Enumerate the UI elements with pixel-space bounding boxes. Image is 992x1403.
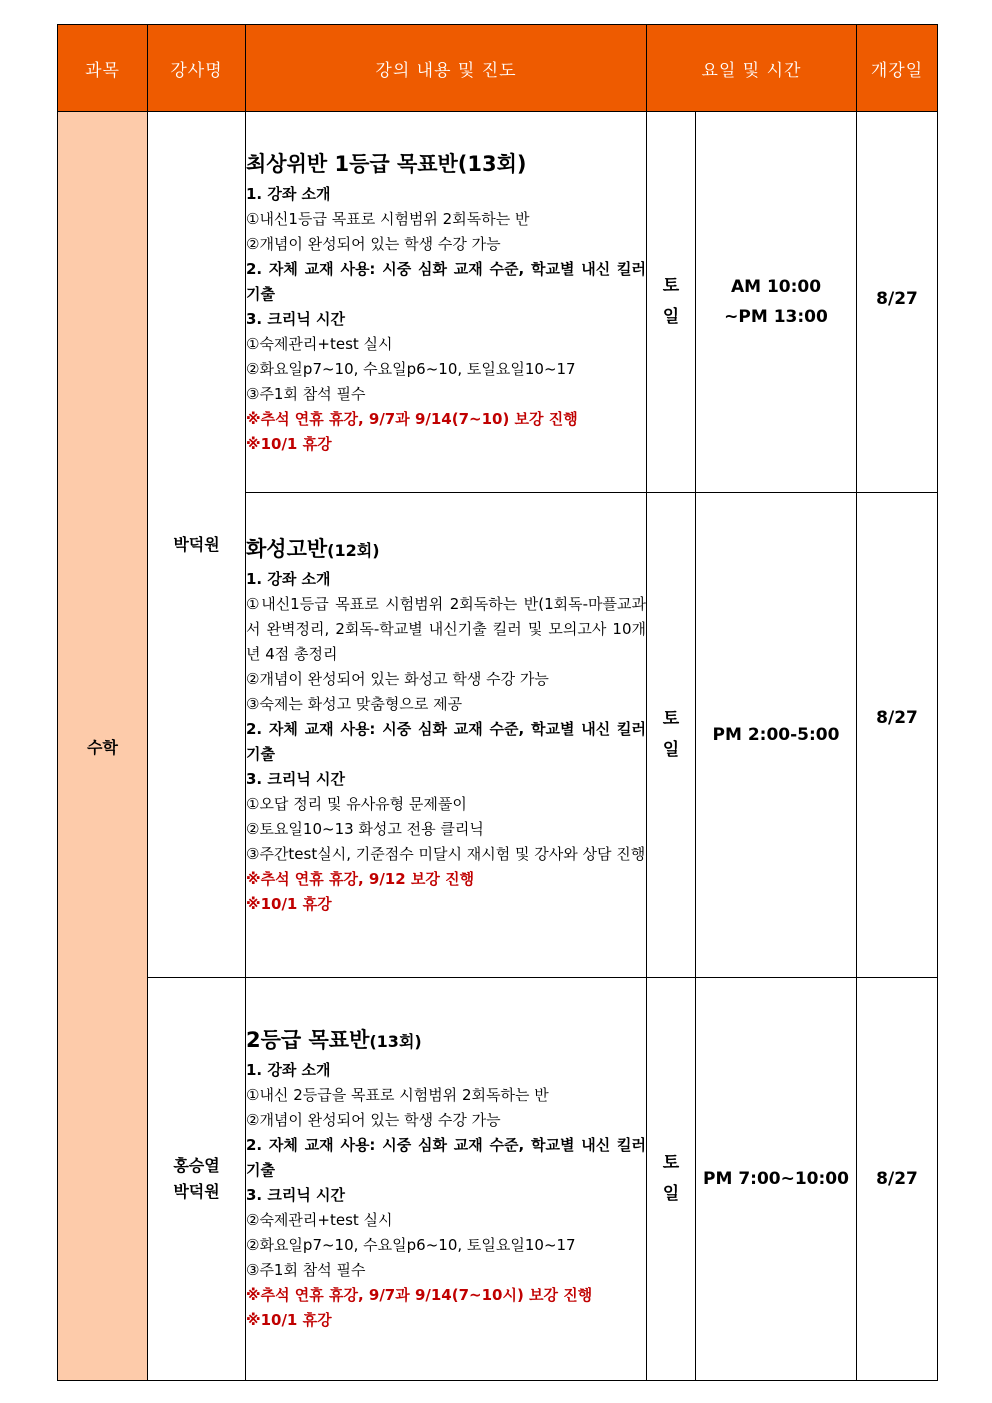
teacher-cell: 박덕원 <box>148 112 246 978</box>
header-teacher: 강사명 <box>148 25 246 112</box>
content-line: 3. 크리닉 시간 <box>246 1186 346 1204</box>
day-cell: 토 일 <box>647 112 696 493</box>
content-line: 1. 강좌 소개 <box>246 1061 331 1079</box>
note-line: ※추석 연휴 휴강, 9/7과 9/14(7~10) 보강 진행 <box>246 410 578 428</box>
header-start: 개강일 <box>857 25 938 112</box>
header-subject: 과목 <box>58 25 148 112</box>
content-line: ②개념이 완성되어 있는 학생 수강 가능 <box>246 235 501 253</box>
course-content <box>246 112 647 493</box>
time-cell: PM 7:00~10:00 <box>696 978 857 1381</box>
subject-cell: 수학 <box>58 112 148 1381</box>
content-line: ①내신1등급 목표로 시험범위 2회독하는 반(1회독-마플교과서 완벽정리, 2회독-학교별 내신기출 킬러 및 모의고사 10개년 4점 총정리 <box>246 595 646 663</box>
course-content <box>246 978 647 1381</box>
course-title: 최상위반 1등급 목표반(13회) <box>246 152 527 176</box>
start-date-cell: 8/27 <box>857 112 938 493</box>
start-date-cell: 8/27 <box>857 493 938 978</box>
header-row <box>58 25 938 112</box>
content-line: ③주1회 참석 필수 <box>246 1261 366 1279</box>
content-line: 1. 강좌 소개 <box>246 570 331 588</box>
time-cell: AM 10:00 ~PM 13:00 <box>696 112 857 493</box>
content-line: ①숙제관리+test 실시 <box>246 335 393 353</box>
note-line: ※추석 연휴 휴강, 9/7과 9/14(7~10시) 보강 진행 <box>246 1286 593 1304</box>
course-row <box>58 112 938 493</box>
header-content: 강의 내용 및 진도 <box>246 25 647 112</box>
content-line: 2. 자체 교재 사용: 시중 심화 교재 수준, 학교별 내신 킬러 기출 <box>246 260 646 303</box>
content-line: ③주간test실시, 기준점수 미달시 재시험 및 강사와 상담 진행 <box>246 845 646 863</box>
content-line: ③주1회 참석 필수 <box>246 385 366 403</box>
day-cell: 토 일 <box>647 978 696 1381</box>
content-line: ①내신1등급 목표로 시험범위 2회독하는 반 <box>246 210 530 228</box>
note-line: ※추석 연휴 휴강, 9/12 보강 진행 <box>246 870 475 888</box>
time-cell: PM 2:00-5:00 <box>696 493 857 978</box>
content-line: ②숙제관리+test 실시 <box>246 1211 393 1229</box>
content-line: 3. 크리닉 시간 <box>246 310 346 328</box>
note-line: ※10/1 휴강 <box>246 435 332 453</box>
content-line: 2. 자체 교재 사용: 시중 심화 교재 수준, 학교별 내신 킬러 기출 <box>246 1136 646 1179</box>
note-line: ※10/1 휴강 <box>246 1311 332 1329</box>
schedule-table <box>57 24 938 1381</box>
course-title: 2등급 목표반(13회) <box>246 1028 422 1052</box>
note-line: ※10/1 휴강 <box>246 895 332 913</box>
course-row <box>58 978 938 1381</box>
content-line: ②개념이 완성되어 있는 학생 수강 가능 <box>246 1111 501 1129</box>
content-line: 3. 크리닉 시간 <box>246 770 346 788</box>
day-cell: 토 일 <box>647 493 696 978</box>
content-line: ③숙제는 화성고 맞춤형으로 제공 <box>246 695 463 713</box>
content-line: ②화요일p7~10, 수요일p6~10, 토일요일10~17 <box>246 1236 576 1254</box>
header-schedule: 요일 및 시간 <box>647 25 857 112</box>
content-line: 2. 자체 교재 사용: 시중 심화 교재 수준, 학교별 내신 킬러 기출 <box>246 720 646 763</box>
course-content <box>246 493 647 978</box>
start-date-cell: 8/27 <box>857 978 938 1381</box>
content-line: ②토요일10~13 화성고 전용 클리닉 <box>246 820 484 838</box>
teacher-cell: 홍승열 박덕원 <box>148 978 246 1381</box>
content-line: ②화요일p7~10, 수요일p6~10, 토일요일10~17 <box>246 360 576 378</box>
content-line: ①오답 정리 및 유사유형 문제풀이 <box>246 795 467 813</box>
content-line: ②개념이 완성되어 있는 화성고 학생 수강 가능 <box>246 670 549 688</box>
content-line: ①내신 2등급을 목표로 시험범위 2회독하는 반 <box>246 1086 549 1104</box>
content-line: 1. 강좌 소개 <box>246 185 331 203</box>
course-title: 화성고반(12회) <box>246 537 380 561</box>
